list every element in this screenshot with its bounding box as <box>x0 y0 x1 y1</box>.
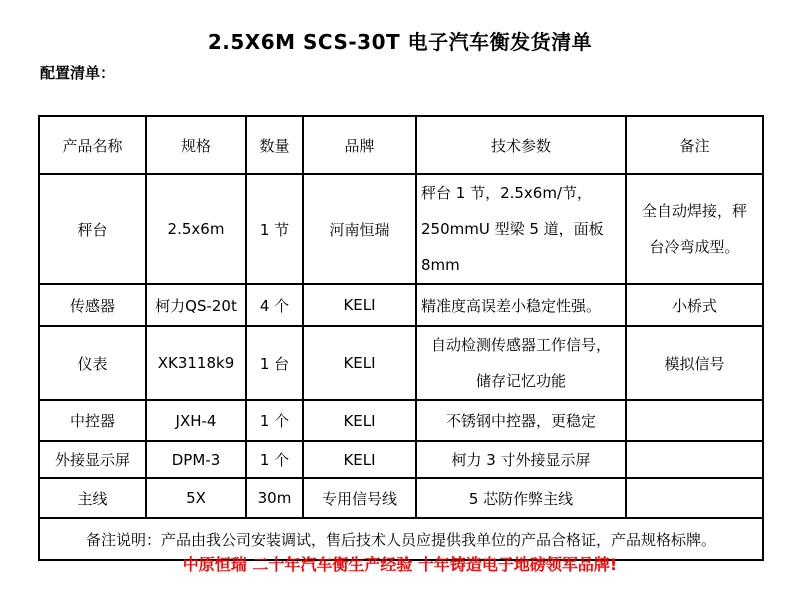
note-line: 全自动焊接，秤 <box>641 202 747 220</box>
cell-tech: 精准度高误差小稳定性强。 <box>416 284 626 326</box>
cell-tech: 5 芯防作弊主线 <box>416 478 626 518</box>
cell-tech: 不锈钢中控器，更稳定 <box>416 400 626 441</box>
cell-tech <box>416 174 626 284</box>
table-row <box>39 174 763 284</box>
cell-brand: 河南恒瑞 <box>303 174 416 284</box>
cell-tech: 柯力 3 寸外接显示屏 <box>416 441 626 478</box>
cell-brand: KELI <box>303 400 416 441</box>
cell-product: 中控器 <box>39 400 146 441</box>
cell-qty: 1 台 <box>246 326 303 400</box>
table-row <box>39 441 763 478</box>
cell-note <box>626 478 763 518</box>
cell-note <box>626 174 763 284</box>
cell-product: 外接显示屏 <box>39 441 146 478</box>
tech-line: 秤台 1 节，2.5x6m/节， <box>421 184 593 202</box>
cell-product: 主线 <box>39 478 146 518</box>
cell-spec: 柯力QS-20t <box>146 284 246 326</box>
header-brand: 品牌 <box>303 116 416 174</box>
cell-qty: 30m <box>246 478 303 518</box>
tech-line: 250mmU 型梁 5 道，面板 8mm <box>421 220 604 274</box>
tech-line: 自动检测传感器工作信号， <box>430 336 611 354</box>
table-row <box>39 478 763 518</box>
note-line: 台冷弯成型。 <box>649 238 740 256</box>
cell-note: 小桥式 <box>626 284 763 326</box>
cell-product: 仪表 <box>39 326 146 400</box>
cell-note <box>626 441 763 478</box>
cell-product: 传感器 <box>39 284 146 326</box>
header-product: 产品名称 <box>39 116 146 174</box>
cell-brand: KELI <box>303 441 416 478</box>
cell-qty: 1 个 <box>246 400 303 441</box>
table-row <box>39 400 763 441</box>
cell-spec: XK3118k9 <box>146 326 246 400</box>
cell-note: 模拟信号 <box>626 326 763 400</box>
cell-qty: 1 节 <box>246 174 303 284</box>
cell-product: 秤台 <box>39 174 146 284</box>
cell-note <box>626 400 763 441</box>
cell-brand: KELI <box>303 326 416 400</box>
cell-spec: 5X <box>146 478 246 518</box>
cell-qty: 4 个 <box>246 284 303 326</box>
table-row <box>39 284 763 326</box>
cell-spec: 2.5x6m <box>146 174 246 284</box>
footer-note: 备注说明：产品由我公司安装调试，售后技术人员应提供我单位的产品合格证，产品规格标牌。 <box>39 518 763 560</box>
header-tech: 技术参数 <box>416 116 626 174</box>
brand-slogan: 中原恒瑞 二十年汽车衡生产经验 十年铸造电子地磅领军品牌! <box>182 555 618 574</box>
cell-qty: 1 个 <box>246 441 303 478</box>
page-title: 2.5X6M SCS-30T 电子汽车衡发货清单 <box>207 30 593 54</box>
section-label: 配置清单： <box>40 64 116 82</box>
cell-tech <box>416 326 626 400</box>
spec-table <box>38 115 764 561</box>
table-row <box>39 326 763 400</box>
header-note: 备注 <box>626 116 763 174</box>
header-spec: 规格 <box>146 116 246 174</box>
table-header-row <box>39 116 763 174</box>
cell-spec: DPM-3 <box>146 441 246 478</box>
cell-spec: JXH-4 <box>146 400 246 441</box>
cell-brand: KELI <box>303 284 416 326</box>
header-qty: 数量 <box>246 116 303 174</box>
cell-brand: 专用信号线 <box>303 478 416 518</box>
tech-line: 储存记忆功能 <box>475 372 566 390</box>
